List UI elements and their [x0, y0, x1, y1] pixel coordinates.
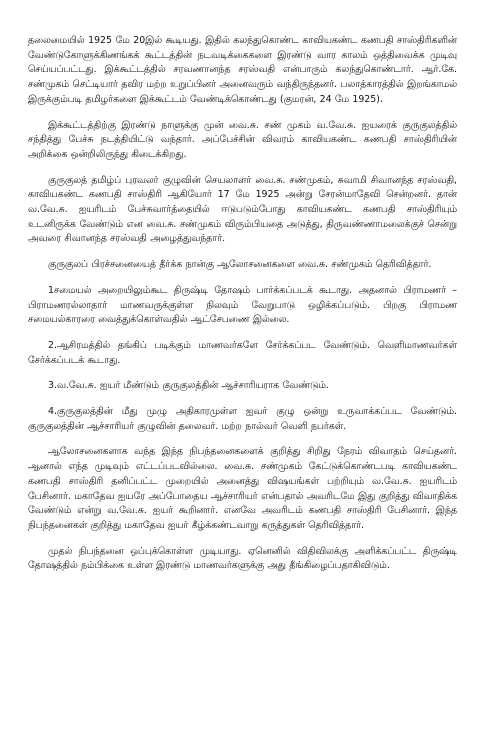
paragraph-first-condition-response: முதல் நிபந்தனை ஒப்புக்கொள்ள முடியாது. ஏனெனில் விதிவிலக்கு அளிக்கப்பட்ட திருஷ்டி தோஷத்தில் நம்பிக்கை உள்ள இரண்டு மாணவர்களுக்கு அது தீங்கிழைப்பதாகிவிடும்.	[28, 545, 457, 572]
paragraph-proposal-1: 1சமையல் அறையிலும்கூட திருஷ்டி தோஷம் பார்க்கப்படக் கூடாது. அதனால் பிராமணர் – பிராமணரல்லாதார் மாணவருக்குள்ள நிலவும் வேறுபாடு ஒழிக்கப்படும். பிறகு பிராமண சமையல்காரரை வைத்துக்கொள்வதில் ஆட்சேபணை இல்லை.	[28, 284, 457, 326]
paragraph-preliminary-meeting: இக்கூட்டத்திற்கு இரண்டு நாளுக்கு முன் வை.சு. சண் முகம் வ.வே.சு. ஐயரைக் குருகுலத்தில் சந்தித்து பேச்சு நடத்தியிட்டு வந்தார். அப்பேச்சின் விவரம் காவியகண்ட கணபதி சாஸ்திரியின் அறிக்கை ஒன்றிலிருந்து கிடைக்கிறது.	[28, 119, 457, 160]
paragraph-discussion: ஆலோசனைகளாக வந்த இந்த நிபந்தனைகளைக் குறித்து சிறிது நேரம் விவாதம் செய்தனர். ஆனால் எந்த முடிவும் எட்டப்படவில்லை. வை.சு. சண்முகம் கேட்டுக்கொண்டபடி காவியகண்ட கணபதி சாஸ்திரி தனிப்பட்ட முறையில் அனைத்து விஷயங்கள் பற்றியும் வ.வே.சு. ஐயரிடம் பேசினார். மகாதேவ ஐயரே அப்போதைய ஆச்சாரியர் என்பதால் அவரிடமே இது குறித்து விவாதிக்க வேண்டும் என்று வ.வே.சு. ஐயர் கூறினார். எனவே அவரிடம் கணபதி சாஸ்திரி பேசினார். இந்த நிபந்தனைகள் குறித்து மகாதேவ ஐயர் கீழ்க்கண்டவாறு கருத்துகள் தெரிவித்தார்.	[28, 446, 457, 531]
paragraph-proposal-3: 3.வ.வே.சு. ஐயர் மீண்டும் குருகுலத்தின் ஆச்சாரியராக வேண்டும்.	[48, 380, 329, 392]
paragraph-delegation-visit: குருகுலத் தமிழ்ப் புரவலர் குழுவின் செயலாளர் வை.சு. சண்முகம், சுவாமி சிவானந்த சரஸ்வதி, காவியகண்ட கணபதி சாஸ்திரி ஆகியோர் 17 மே 1925 அன்று சேரன்மாதேவி சென்றனர். தான் வ.வே.சு. ஐயரிடம் பேச்சுவார்த்தையில் ஈடுபடும்போது காவியகண்ட கணபதி சாஸ்திரியும் உடனிருக்க வேண்டும் என வை.சு. சண்முகம் விரும்பியதை அடுத்து, திருவண்ணாமலைக்குச் சென்று அவரை சிவானந்த சரஸ்வதி அழைத்துவந்தார்.	[28, 174, 457, 245]
paragraph-four-proposals-intro: குருகுலப் பிரச்சனையைத் தீர்க்க நான்கு ஆலோசனைகளை வை.சு. சண்முகம் தெரிவித்தார்.	[48, 259, 432, 271]
paragraph-proposal-4: 4.குருகுலத்தின் மீது முழு அதிகாரமுள்ள ஐவர் குழு ஒன்று உருவாக்கப்பட வேண்டும். குருகுலத்தின் ஆச்சாரியர் குழுவின் தலைவர். மற்ற நால்வர் வெளி நபர்கள்.	[28, 406, 457, 432]
paragraph-meeting-outcome: தலைமையில் 1925 மே 20இல் கூடியது. இதில் கலந்துகொண்ட காவியகண்ட கணபதி சாஸ்திரிகளின் வேண்டுகோளுக்கிணங்கக் கூட்டத்தின் நடவடிக்கைகளை இரண்டு வார காலம் ஒத்திவைக்க முடிவு செய்யப்பட்டது. இக்கூட்டத்தில் சரவணானந்த சரஸ்வதி என்பாரும் கலந்துகொண்டார். ஆர்.கே. சண்முகம் செட்டியார் தவிர மற்ற உறுப்பினர் அனைவரும் வந்திருந்தனர். பலாத்காரத்தில் இறங்காமல் இருக்கும்படி தமிழர்களை இக்கூட்டம் வேண்டிக்கொண்டது (குமரன், 24 மே 1925).	[28, 35, 457, 105]
paragraph-proposal-2: 2.ஆசிரமத்தில் தங்கிப் படிக்கும் மாணவர்களே சேர்க்கப்பட வேண்டும். வெளிமாணவர்கள் சேர்க்கப்படக் கூடாது.	[28, 339, 457, 366]
